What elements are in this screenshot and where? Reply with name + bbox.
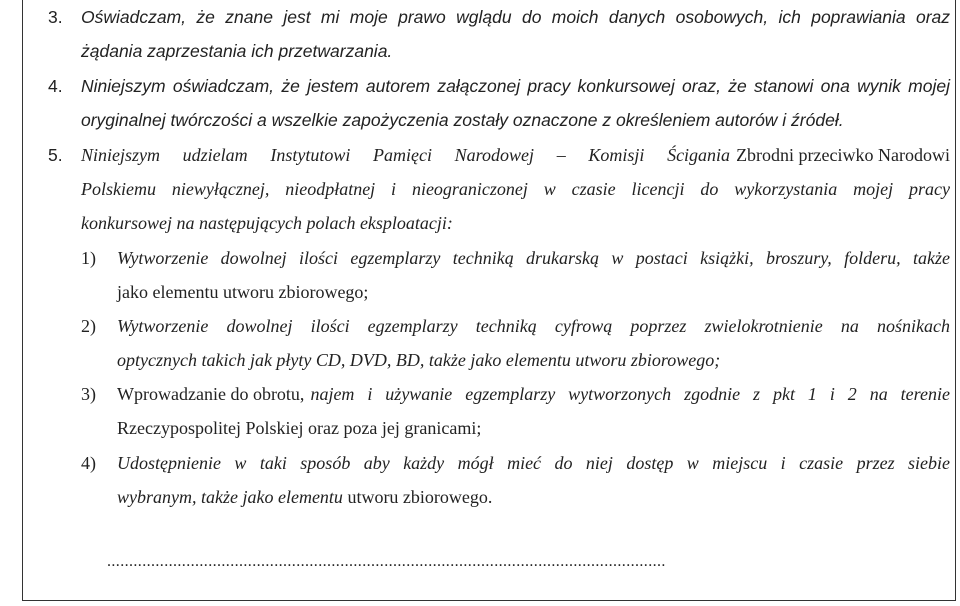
subitem-1-line-1	[117, 247, 950, 269]
item-5-line-3: konkursowej na następujących polach eksploatacji:	[81, 213, 453, 233]
subitem-2-number: 2)	[81, 316, 96, 336]
item-5-text-upright: Zbrodni przeciwko Narodowi	[736, 145, 950, 165]
item-3-line-1	[81, 6, 950, 28]
subitem-2-line-2: optycznych takich jak płyty CD, DVD, BD, także jako elementu utworu zbiorowego;	[117, 350, 721, 370]
item-3-text-1: Oświadczam, że znane jest mi moje prawo wglądu do moich danych osobowych, ich poprawiania oraz	[81, 7, 950, 27]
item-5-text-2: Polskiemu niewyłącznej, nieodpłatnej i nieograniczonej w czasie licencji do wykorzystania mojej pracy	[81, 179, 950, 199]
subitem-1-number: 1)	[81, 248, 96, 268]
subitem-4-text-1: Udostępnienie w taki sposób aby każdy mógł mieć do niej dostęp w miejscu i czasie przez siebie	[117, 453, 950, 473]
item-4-line-1	[81, 75, 950, 97]
item-5-line-1	[81, 144, 950, 166]
signature-line: ...............................................................................................................................	[107, 553, 666, 570]
subitem-3-text-italic: najem i używanie egzemplarzy wytworzonych zgodnie z pkt 1 i 2 na terenie	[310, 384, 950, 404]
subitem-4-text-italic: wybranym, także jako elementu	[117, 487, 343, 507]
item-5-number: 5.	[48, 145, 63, 165]
subitem-4-text-upright: utworu zbiorowego.	[347, 487, 493, 507]
subitem-4-line-1	[117, 452, 950, 474]
item-5-line-2	[81, 178, 950, 200]
subitem-1-line-2: jako elementu utworu zbiorowego;	[117, 282, 369, 302]
subitem-3-number: 3)	[81, 384, 96, 404]
subitem-4-line-2	[117, 486, 492, 508]
subitem-1-text-1: Wytworzenie dowolnej ilości egzemplarzy techniką drukarską w postaci książki, broszury, folderu, także	[117, 248, 950, 268]
subitem-3-line-2: Rzeczypospolitej Polskiej oraz poza jej granicami;	[117, 418, 482, 438]
item-4-line-2: oryginalnej twórczości a wszelkie zapożyczenia zostały oznaczone z określeniem autorów i źródeł.	[81, 110, 844, 130]
subitem-4-number: 4)	[81, 453, 96, 473]
item-4-number: 4.	[48, 76, 63, 96]
item-3-number: 3.	[48, 7, 63, 27]
subitem-3-text-upright: Wprowadzanie do obrotu,	[117, 384, 305, 404]
item-5-text-italic: Niniejszym udzielam Instytutowi Pamięci Narodowej – Komisji Ścigania	[81, 145, 731, 165]
subitem-3-line-1	[117, 383, 950, 405]
item-3-line-2: żądania zaprzestania ich przetwarzania.	[81, 41, 393, 61]
subitem-2-text-1: Wytworzenie dowolnej ilości egzemplarzy techniką cyfrową poprzez zwielokrotnienie na nośnikach	[117, 316, 950, 336]
item-4-text-1: Niniejszym oświadczam, że jestem autorem załączonej pracy konkursowej oraz, że stanowi ona wynik mojej	[81, 76, 950, 96]
subitem-2-line-1	[117, 315, 950, 337]
